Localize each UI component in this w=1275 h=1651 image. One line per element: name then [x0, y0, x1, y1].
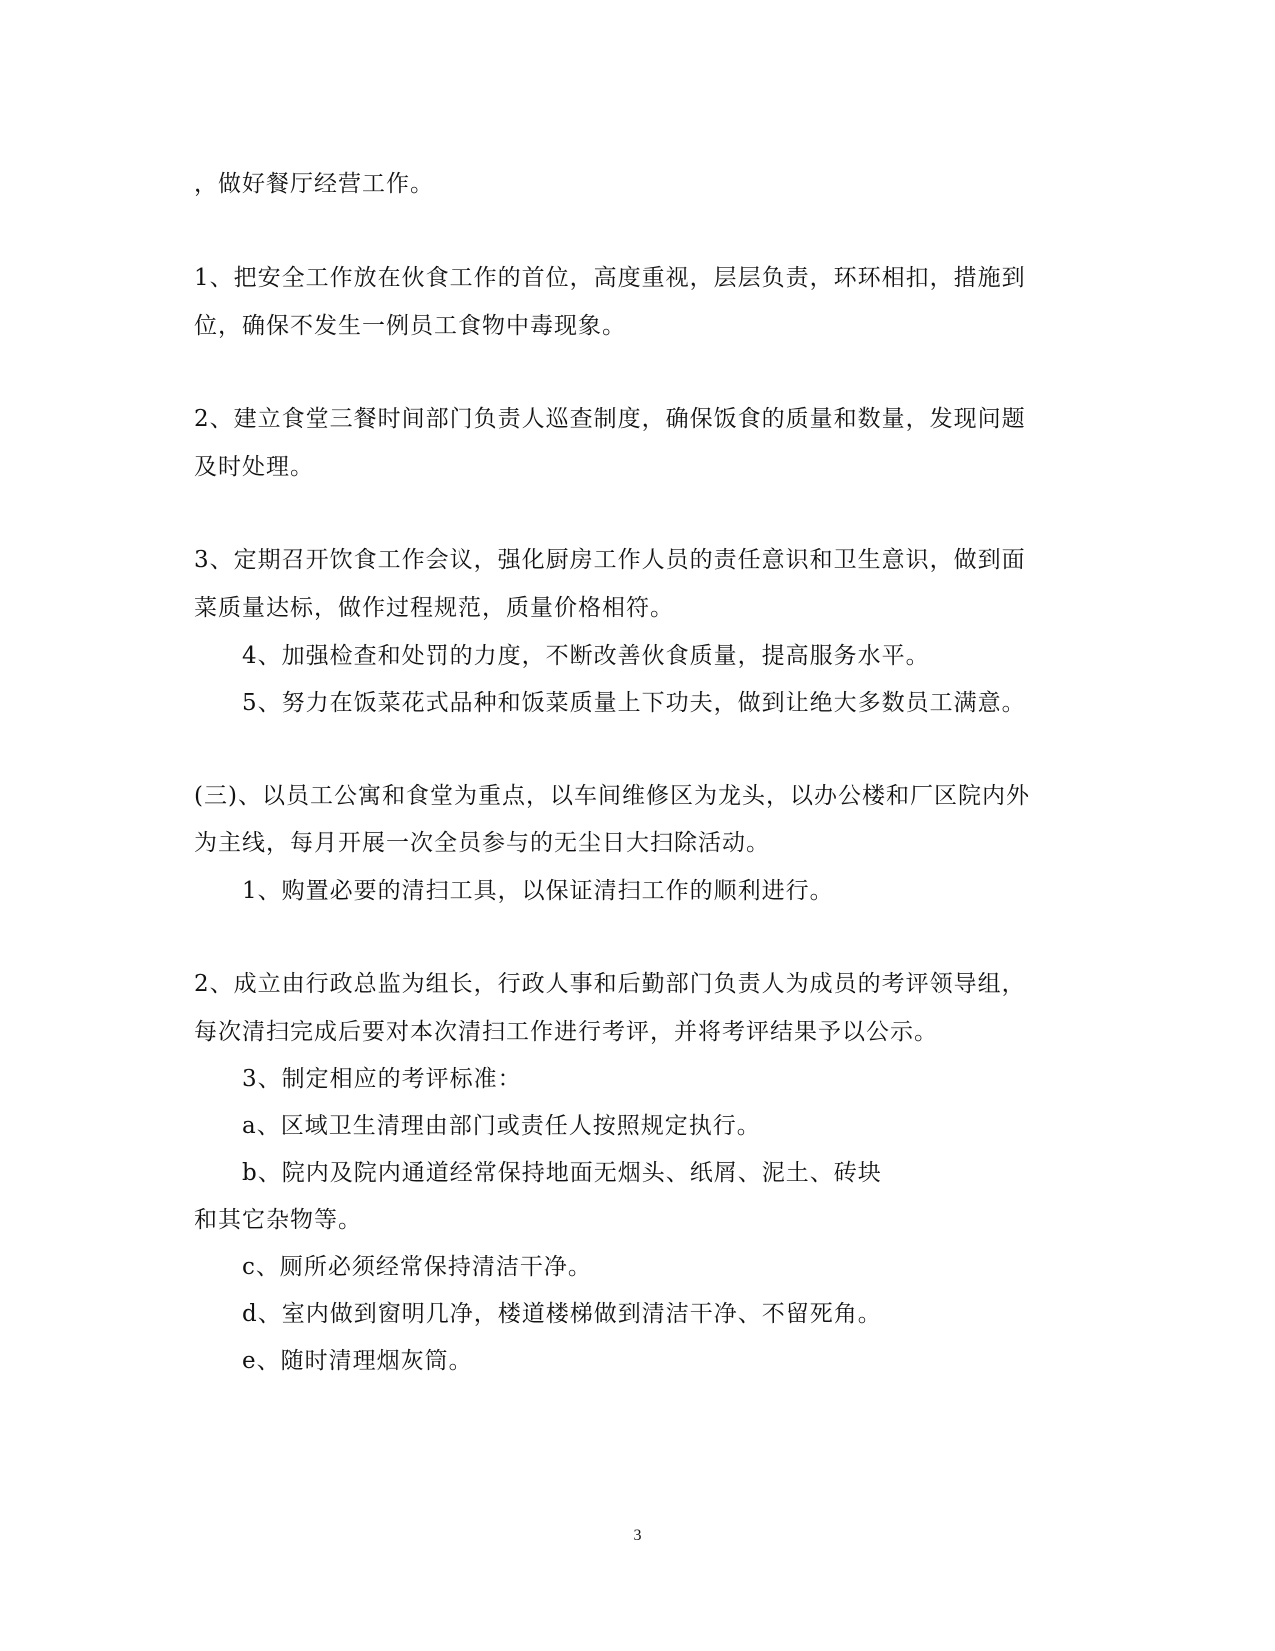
text-line: 为主线，每月开展一次全员参与的无尘日大扫除活动。: [194, 830, 770, 856]
text-line: 1、把安全工作放在伙食工作的首位，高度重视，层层负责，环环相扣，措施到: [194, 265, 1026, 291]
text-line: 1、购置必要的清扫工具，以保证清扫工作的顺利进行。: [242, 878, 834, 904]
text-line: 及时处理。: [194, 454, 314, 480]
text-line: 5、努力在饭菜花式品种和饭菜质量上下功夫，做到让绝大多数员工满意。: [242, 690, 1026, 716]
text-line: (三)、以员工公寓和食堂为重点，以车间维修区为龙头，以办公楼和厂区院内外: [194, 783, 1030, 809]
text-line: b、院内及院内通道经常保持地面无烟头、纸屑、泥土、砖块: [242, 1160, 882, 1186]
text-line: 菜质量达标，做作过程规范，质量价格相符。: [194, 595, 674, 621]
text-line: c、厕所必须经常保持清洁干净。: [242, 1254, 592, 1280]
page-number: 3: [633, 1527, 642, 1544]
text-line: ，做好餐厅经营工作。: [194, 171, 434, 197]
text-line: 和其它杂物等。: [194, 1207, 362, 1233]
text-line: 2、建立食堂三餐时间部门负责人巡查制度，确保饭食的质量和数量，发现问题: [194, 406, 1026, 432]
text-line: 每次清扫完成后要对本次清扫工作进行考评，并将考评结果予以公示。: [194, 1019, 938, 1045]
text-line: d、室内做到窗明几净，楼道楼梯做到清洁干净、不留死角。: [242, 1301, 882, 1327]
text-line: e、随时清理烟灰筒。: [242, 1348, 473, 1374]
text-line: 2、成立由行政总监为组长，行政人事和后勤部门负责人为成员的考评领导组，: [194, 971, 1026, 997]
text-line: 4、加强检查和处罚的力度，不断改善伙食质量，提高服务水平。: [242, 643, 930, 669]
text-line: 位，确保不发生一例员工食物中毒现象。: [194, 313, 626, 339]
text-line: 3、制定相应的考评标准：: [242, 1066, 522, 1092]
text-line: a、区域卫生清理由部门或责任人按照规定执行。: [242, 1113, 761, 1139]
text-line: 3、定期召开饮食工作会议，强化厨房工作人员的责任意识和卫生意识，做到面: [194, 547, 1026, 573]
